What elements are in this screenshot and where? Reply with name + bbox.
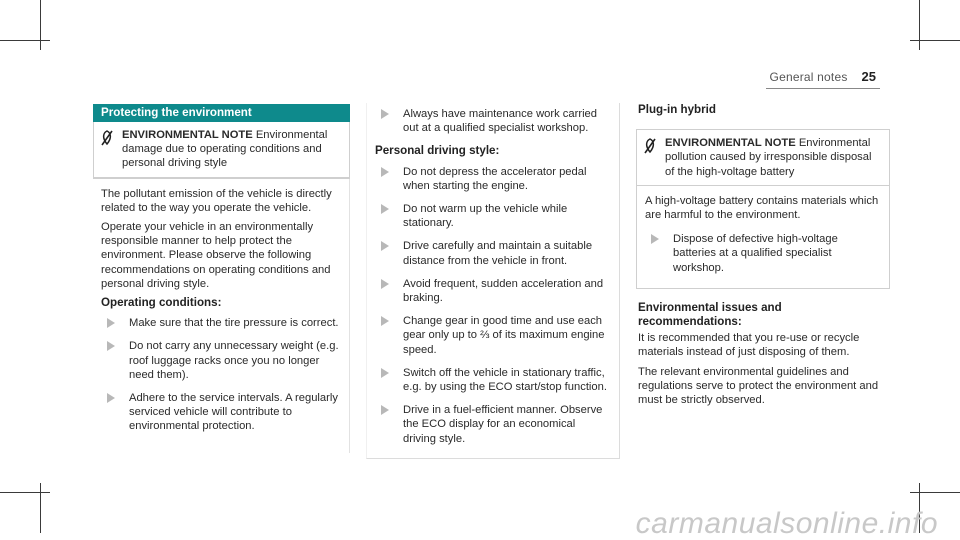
crop-mark (910, 492, 960, 493)
bullet-arrow-icon (381, 167, 389, 177)
environmental-issues-heading: Environmental issues and recommendations: (638, 300, 782, 329)
recommendations-section (636, 289, 890, 407)
list-item: Do not carry any unnecessary weight (e.g. roof luggage racks once you no longer need them). (101, 339, 341, 382)
environmental-note-text (122, 128, 341, 171)
bullet-arrow-icon (651, 234, 659, 244)
maintenance-list (375, 107, 611, 135)
operating-conditions-list (101, 316, 341, 433)
section-title: General notes (769, 70, 848, 84)
bullet-arrow-icon (107, 341, 115, 351)
note-body-content (637, 186, 889, 288)
note-label: ENVIRONMENTAL NOTE (665, 137, 796, 150)
environmental-note (637, 130, 889, 186)
bullet-arrow-icon (107, 318, 115, 328)
environmental-note-box (636, 129, 890, 289)
bullet-arrow-icon (381, 241, 389, 251)
environmental-note-text (665, 136, 881, 179)
list-item: Always have maintenance work carried out at a qualified specialist workshop. (375, 107, 611, 135)
disposal-list (645, 232, 881, 275)
bullet-arrow-icon (381, 279, 389, 289)
section-title-bar: Protecting the environment (93, 104, 350, 122)
bullet-arrow-icon (107, 393, 115, 403)
environmental-note (94, 122, 349, 178)
paragraph: Operate your vehicle in an environmentally responsible manner to help protect the environment. Please observe the following recommendations on operating conditions and personal driving style. (101, 221, 331, 290)
column-body (366, 103, 620, 459)
list-item: Do not depress the accelerator pedal when starting the engine. (375, 165, 611, 193)
list-item: Change gear in good time and use each gear only up to ⅔ of its maximum engine speed. (375, 314, 611, 357)
list-item: Switch off the vehicle in stationary traffic, e.g. by using the ECO start/stop function. (375, 366, 611, 394)
paragraph: It is recommended that you re-use or recycle materials instead of just disposing of them. (638, 332, 860, 359)
paragraph: The relevant environmental guidelines and regulations serve to protect the environment and must be strictly observed. (638, 365, 879, 407)
note-label: ENVIRONMENTAL NOTE (122, 129, 253, 141)
crop-mark (910, 40, 960, 41)
crop-mark (0, 40, 50, 41)
list-item: Do not warm up the vehicle while stationary. (375, 202, 611, 230)
driving-style-list (375, 165, 611, 446)
crop-mark (0, 492, 50, 493)
note-body: Environmental pollution caused by irresponsible disposal of the high-voltage battery (665, 137, 872, 178)
crop-mark (40, 483, 41, 533)
paragraph: The pollutant emission of the vehicle is directly related to the way you operate the vehicle. (101, 187, 332, 214)
list-item: Adhere to the service intervals. A regularly serviced vehicle will contribute to environmental protection. (101, 391, 341, 434)
list-item: Avoid frequent, sudden acceleration and braking. (375, 277, 611, 305)
environment-icon (643, 136, 665, 179)
personal-driving-style-heading: Personal driving style: (375, 144, 500, 158)
column-body (93, 179, 350, 453)
bullet-arrow-icon (381, 368, 389, 378)
bullet-arrow-icon (381, 204, 389, 214)
bullet-arrow-icon (381, 316, 389, 326)
header-rule (766, 88, 880, 89)
note-body: Environmental damage due to operating conditions and personal driving style (122, 129, 328, 170)
environment-icon (100, 128, 122, 171)
column-protecting-environment (93, 104, 350, 453)
list-item: Drive in a fuel-efficient manner. Observe the ECO display for an economical driving style. (375, 403, 611, 446)
column-driving-style (366, 103, 620, 459)
crop-mark (40, 0, 41, 50)
list-item: Make sure that the tire pressure is correct. (101, 316, 341, 330)
list-item: Drive carefully and maintain a suitable distance from the vehicle in front. (375, 239, 611, 267)
page-number: 25 (861, 69, 876, 84)
environmental-note-box (93, 122, 350, 179)
bullet-arrow-icon (381, 109, 389, 119)
paragraph: A high-voltage battery contains materials which are harmful to the environment. (645, 194, 879, 222)
bullet-arrow-icon (381, 405, 389, 415)
watermark: carmanualsonline.info (635, 506, 938, 540)
column-plug-in-hybrid (636, 103, 890, 412)
operating-conditions-heading: Operating conditions: (101, 296, 222, 310)
plug-in-hybrid-heading: Plug-in hybrid (638, 103, 716, 116)
list-item: Dispose of defective high-voltage batteries at a qualified specialist workshop. (645, 232, 881, 275)
crop-mark (919, 0, 920, 50)
page-header (770, 70, 876, 84)
